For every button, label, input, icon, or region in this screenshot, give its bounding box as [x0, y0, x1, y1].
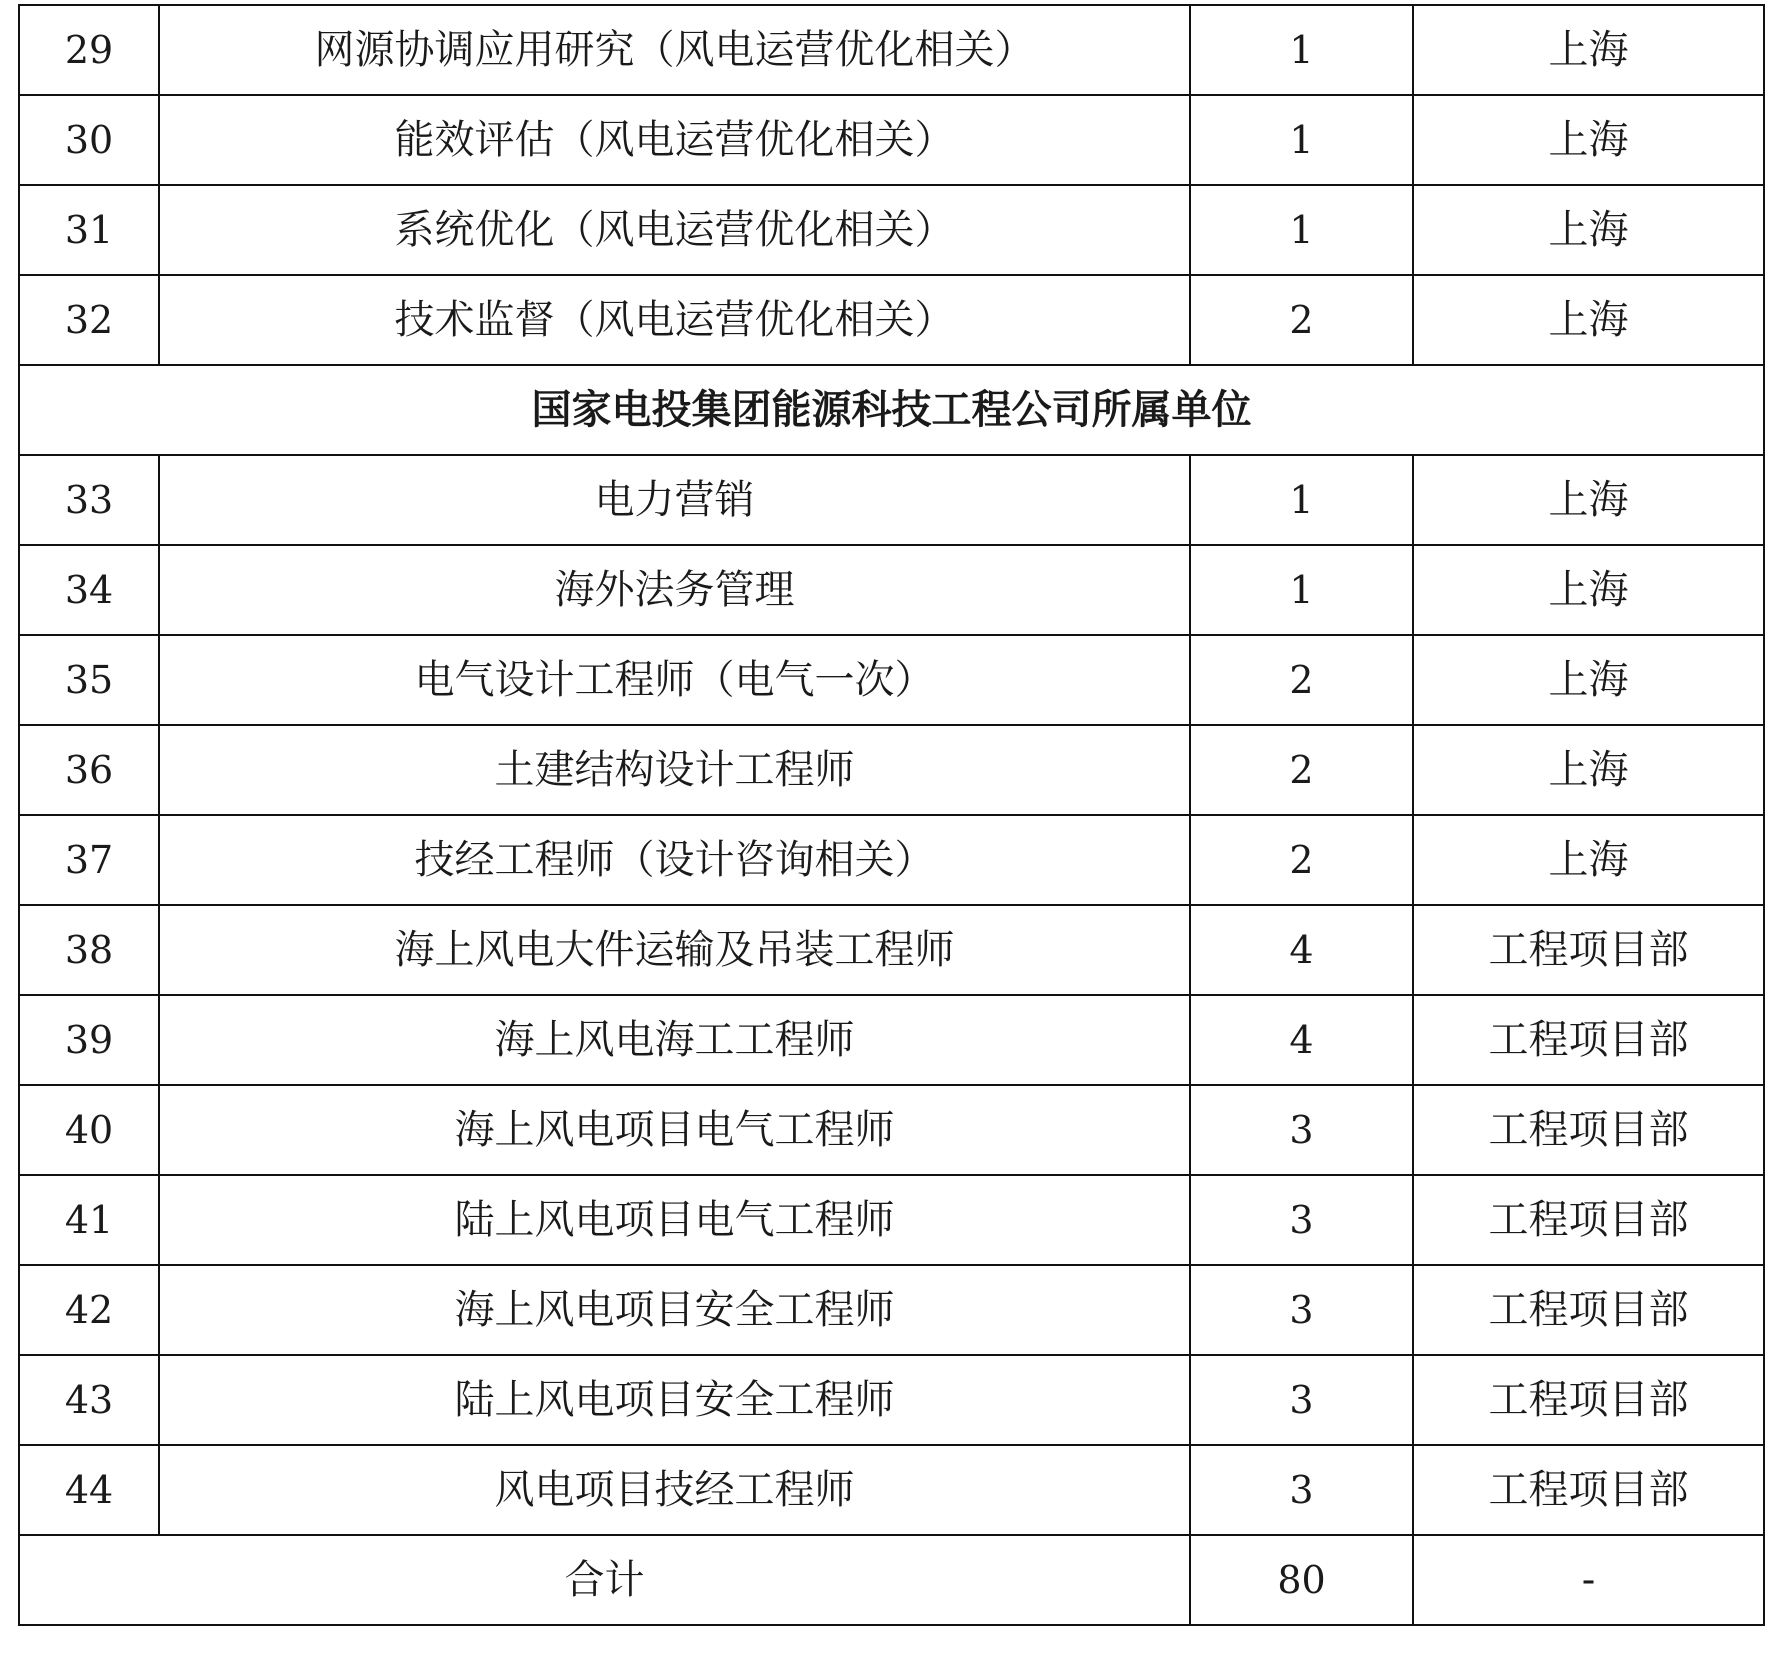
row-number: 39 [19, 995, 159, 1085]
headcount: 2 [1190, 725, 1413, 815]
headcount: 3 [1190, 1355, 1413, 1445]
section-header: 国家电投集团能源科技工程公司所属单位 [19, 365, 1764, 455]
row-number: 34 [19, 545, 159, 635]
headcount: 1 [1190, 5, 1413, 95]
work-location: 上海 [1413, 815, 1764, 905]
position-name: 技经工程师（设计咨询相关） [159, 815, 1190, 905]
row-number: 33 [19, 455, 159, 545]
headcount: 2 [1190, 815, 1413, 905]
positions-table [18, 4, 1765, 1626]
work-location: 上海 [1413, 275, 1764, 365]
headcount: 3 [1190, 1265, 1413, 1355]
total-count: 80 [1190, 1535, 1413, 1625]
work-location: 上海 [1413, 185, 1764, 275]
table-row [19, 1265, 1764, 1355]
headcount: 1 [1190, 95, 1413, 185]
total-label: 合计 [19, 1535, 1190, 1625]
section-header-row [19, 365, 1764, 455]
table-row [19, 1085, 1764, 1175]
row-number: 40 [19, 1085, 159, 1175]
row-number: 37 [19, 815, 159, 905]
position-name: 土建结构设计工程师 [159, 725, 1190, 815]
headcount: 2 [1190, 635, 1413, 725]
headcount: 4 [1190, 905, 1413, 995]
table-row [19, 995, 1764, 1085]
total-row [19, 1535, 1764, 1625]
position-name: 电气设计工程师（电气一次） [159, 635, 1190, 725]
table-row [19, 275, 1764, 365]
table-row [19, 185, 1764, 275]
position-name: 海上风电大件运输及吊装工程师 [159, 905, 1190, 995]
work-location: 上海 [1413, 95, 1764, 185]
work-location: 工程项目部 [1413, 1355, 1764, 1445]
work-location: 工程项目部 [1413, 1085, 1764, 1175]
table-row [19, 1445, 1764, 1535]
headcount: 1 [1190, 185, 1413, 275]
position-name: 陆上风电项目安全工程师 [159, 1355, 1190, 1445]
work-location: 工程项目部 [1413, 1445, 1764, 1535]
headcount: 4 [1190, 995, 1413, 1085]
table-row [19, 905, 1764, 995]
row-number: 43 [19, 1355, 159, 1445]
table-row [19, 635, 1764, 725]
row-number: 42 [19, 1265, 159, 1355]
headcount: 2 [1190, 275, 1413, 365]
position-name: 海外法务管理 [159, 545, 1190, 635]
table-row [19, 725, 1764, 815]
work-location: 上海 [1413, 545, 1764, 635]
table-row [19, 95, 1764, 185]
work-location: 工程项目部 [1413, 1175, 1764, 1265]
position-name: 风电项目技经工程师 [159, 1445, 1190, 1535]
headcount: 1 [1190, 545, 1413, 635]
position-name: 电力营销 [159, 455, 1190, 545]
row-number: 29 [19, 5, 159, 95]
position-name: 陆上风电项目电气工程师 [159, 1175, 1190, 1265]
position-name: 技术监督（风电运营优化相关） [159, 275, 1190, 365]
headcount: 3 [1190, 1445, 1413, 1535]
table-row [19, 455, 1764, 545]
position-name: 海上风电项目电气工程师 [159, 1085, 1190, 1175]
table-row [19, 1175, 1764, 1265]
row-number: 32 [19, 275, 159, 365]
row-number: 44 [19, 1445, 159, 1535]
headcount: 1 [1190, 455, 1413, 545]
row-number: 41 [19, 1175, 159, 1265]
position-name: 网源协调应用研究（风电运营优化相关） [159, 5, 1190, 95]
work-location: 工程项目部 [1413, 905, 1764, 995]
position-name: 能效评估（风电运营优化相关） [159, 95, 1190, 185]
row-number: 38 [19, 905, 159, 995]
table-row [19, 5, 1764, 95]
position-name: 系统优化（风电运营优化相关） [159, 185, 1190, 275]
work-location: 上海 [1413, 5, 1764, 95]
table-row [19, 545, 1764, 635]
table-row [19, 1355, 1764, 1445]
row-number: 31 [19, 185, 159, 275]
headcount: 3 [1190, 1085, 1413, 1175]
work-location: 工程项目部 [1413, 995, 1764, 1085]
work-location: 上海 [1413, 635, 1764, 725]
work-location: 上海 [1413, 725, 1764, 815]
work-location: 工程项目部 [1413, 1265, 1764, 1355]
position-name: 海上风电项目安全工程师 [159, 1265, 1190, 1355]
position-name: 海上风电海工工程师 [159, 995, 1190, 1085]
table-row [19, 815, 1764, 905]
total-location: - [1413, 1535, 1764, 1625]
row-number: 30 [19, 95, 159, 185]
headcount: 3 [1190, 1175, 1413, 1265]
row-number: 35 [19, 635, 159, 725]
row-number: 36 [19, 725, 159, 815]
work-location: 上海 [1413, 455, 1764, 545]
